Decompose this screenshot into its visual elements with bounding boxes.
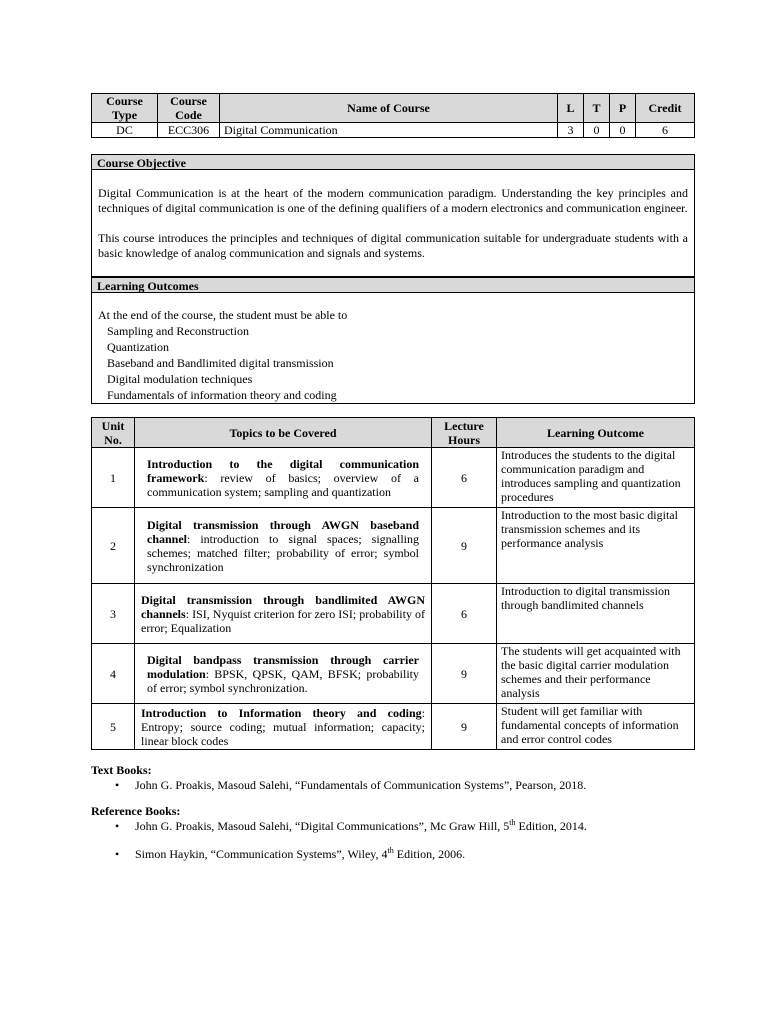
unit-topic-title: Digital transmission through bandlimited AWGN channels — [141, 592, 425, 621]
reference-citation-sup: th — [509, 818, 516, 827]
unit-topics — [135, 508, 432, 584]
unit-topic-details: : introduction to signal spaces; signalling schemes; matched filter; probability of error; symbol synchronization — [147, 531, 419, 574]
course-name: Digital Communication — [220, 123, 558, 138]
unit-topic-details: : Entropy; source coding; mutual information; capacity; linear block codes — [141, 705, 425, 748]
outcome-item: Quantization — [107, 340, 169, 354]
course-objective-heading: Course Objective — [91, 154, 695, 170]
header-unit-no: Unit No. — [92, 418, 135, 448]
course-credit: 6 — [636, 123, 695, 138]
reference-citation-part: Simon Haykin, “Communication Systems”, Wiley, 4 — [135, 847, 388, 861]
unit-hours: 6 — [432, 584, 497, 644]
bullet-icon: • — [115, 778, 120, 792]
unit-outcome: Introduces the students to the digital communication paradigm and introduces sampling and quantization procedures — [497, 448, 695, 508]
outcome-item: Sampling and Reconstruction — [107, 324, 249, 338]
course-objective-section — [91, 154, 695, 404]
header-p: P — [610, 94, 636, 123]
outcome-item: Baseband and Bandlimited digital transmission — [107, 356, 334, 370]
unit-topic-title: Digital transmission through AWGN baseband channel — [147, 517, 419, 546]
unit-number: 5 — [92, 704, 135, 750]
unit-number: 2 — [92, 508, 135, 584]
header-l: L — [558, 94, 584, 123]
course-code: ECC306 — [158, 123, 220, 138]
reference-books-heading: Reference Books: — [91, 804, 181, 818]
unit-hours: 9 — [432, 704, 497, 750]
table-row — [92, 448, 695, 508]
outcomes-intro: At the end of the course, the student must be able to — [98, 308, 348, 322]
unit-outcome: Introduction to digital transmission through bandlimited channels — [497, 584, 695, 644]
header-course-type: Course Type — [92, 94, 158, 123]
table-row — [92, 644, 695, 704]
unit-topic-title: Introduction to Information theory and coding — [141, 705, 422, 720]
header-lecture-hours: Lecture Hours — [432, 418, 497, 448]
unit-hours: 9 — [432, 508, 497, 584]
units-table — [91, 417, 695, 750]
reference-citation-part: John G. Proakis, Masoud Salehi, “Digital Communications”, Mc Graw Hill, 5 — [135, 819, 510, 833]
course-l: 3 — [558, 123, 584, 138]
unit-topics — [135, 704, 432, 750]
course-type: DC — [92, 123, 158, 138]
outcome-item: Fundamentals of information theory and coding — [107, 388, 337, 402]
unit-topic-details: : BPSK, QPSK, QAM, BFSK; probability of error; symbol synchronization. — [147, 666, 419, 695]
unit-outcome: Introduction to the most basic digital transmission schemes and its performance analysis — [497, 508, 695, 584]
unit-number: 3 — [92, 584, 135, 644]
header-credit: Credit — [636, 94, 695, 123]
unit-topic-details: : review of basics; overview of a communication system; sampling and quantization — [147, 470, 419, 499]
reference-book-item — [91, 819, 695, 834]
unit-number: 1 — [92, 448, 135, 508]
reference-citation-part: Edition, 2014. — [515, 819, 587, 833]
unit-outcome: The students will get acquainted with the basic digital carrier modulation schemes and their performance analysis — [497, 644, 695, 704]
reference-citation-part: Edition, 2006. — [393, 847, 466, 861]
unit-topic-details: : ISI, Nyquist criterion for zero ISI; probability of error; Equalization — [141, 606, 425, 635]
header-topics: Topics to be Covered — [135, 418, 432, 448]
text-books-section — [91, 763, 695, 793]
unit-number: 4 — [92, 644, 135, 704]
bullet-icon: • — [115, 847, 120, 861]
learning-outcomes-heading: Learning Outcomes — [91, 277, 695, 293]
unit-topics — [135, 584, 432, 644]
text-book-item — [91, 778, 695, 793]
header-course-name: Name of Course — [220, 94, 558, 123]
objective-paragraph-2: This course introduces the principles and techniques of digital communication suitable for undergraduate students with a basic knowledge of analog communication and signals and systems. — [98, 231, 688, 260]
unit-topic-title: Digital bandpass transmission through carrier modulation — [147, 652, 419, 681]
table-row — [92, 584, 695, 644]
reference-books-section — [91, 804, 695, 862]
unit-topic-title: Introduction to the digital communication framework — [147, 456, 419, 485]
reference-citation-sup: th — [387, 846, 394, 855]
header-learning-outcome: Learning Outcome — [497, 418, 695, 448]
course-p: 0 — [610, 123, 636, 138]
unit-topics — [135, 644, 432, 704]
header-t: T — [584, 94, 610, 123]
unit-topics — [135, 448, 432, 508]
course-table — [91, 93, 695, 138]
unit-outcome: Student will get familiar with fundamental concepts of information and error control codes — [497, 704, 695, 750]
course-t: 0 — [584, 123, 610, 138]
unit-hours: 6 — [432, 448, 497, 508]
reference-book-item — [91, 847, 695, 862]
objective-paragraph-1: Digital Communication is at the heart of the modern communication paradigm. Understanding the key principles and techniques of digital communication is one of the defining qualifiers of a modern electronics and communication engineer. — [98, 186, 688, 215]
text-book-citation: John G. Proakis, Masoud Salehi, “Fundamentals of Communication Systems”, Pearson, 2018. — [135, 778, 587, 792]
outcome-item: Digital modulation techniques — [107, 372, 253, 386]
table-row — [92, 508, 695, 584]
table-row — [92, 704, 695, 750]
unit-hours: 9 — [432, 644, 497, 704]
bullet-icon: • — [115, 819, 120, 833]
header-course-code: Course Code — [158, 94, 220, 123]
text-books-heading: Text Books: — [91, 763, 152, 777]
learning-outcomes-box — [91, 293, 695, 404]
